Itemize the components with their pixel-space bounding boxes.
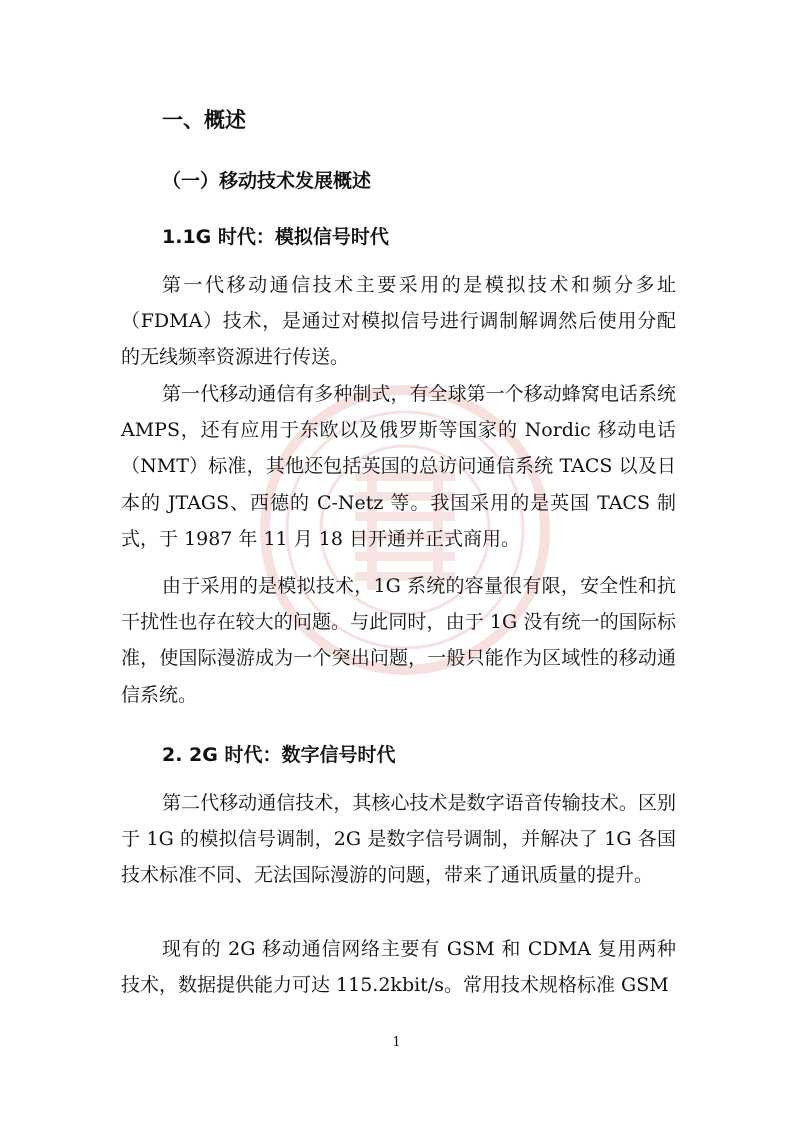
paragraph-1g-limits: 由于采用的是模拟技术，1G 系统的容量很有限，安全性和抗干扰性也存在较大的问题。与此同时，由于 1G 没有统一的国际标准，使国际漫游成为一个突出问题，一般只能作为区域性的移动通信系统。 <box>121 575 676 706</box>
heading-overview: 一、概述 <box>162 108 246 132</box>
paragraph-2g-intro: 第二代移动通信技术，其核心技术是数字语音传输技术。区别于 1G 的模拟信号调制，2G 是数字信号调制，并解决了 1G 各国技术标准不同、无法国际漫游的问题，带来了通讯质量的提升。 <box>121 792 676 887</box>
paragraph-1g-standards: 第一代移动通信有多种制式，有全球第一个移动蜂窝电话系统 AMPS，还有应用于东欧以及俄罗斯等国家的 Nordic 移动电话（NMT）标准，其他还包括英国的总访问通信系统 TACS 以及日本的 JTAGS、西德的 C-Netz 等。我国采用的是英国 TACS 制式，于 1987 年 11 月 18 日开通并正式商用。 <box>121 383 676 550</box>
paragraph-2g-networks: 现有的 2G 移动通信网络主要有 GSM 和 CDMA 复用两种技术，数据提供能力可达 115.2kbit/s。常用技术规格标准 GSM <box>121 938 676 997</box>
page-number: 1 <box>392 1035 401 1050</box>
section-title-2g: 2. 2G 时代：数字信号时代 <box>162 744 396 766</box>
section-title-1g: 1.1G 时代：模拟信号时代 <box>162 226 389 248</box>
heading-mobile-tech-overview: （一）移动技术发展概述 <box>162 170 372 192</box>
paragraph-1g-intro: 第一代移动通信技术主要采用的是模拟技术和频分多址（FDMA）技术，是通过对模拟信号进行调制解调然后使用分配的无线频率资源进行传送。 <box>121 274 676 369</box>
